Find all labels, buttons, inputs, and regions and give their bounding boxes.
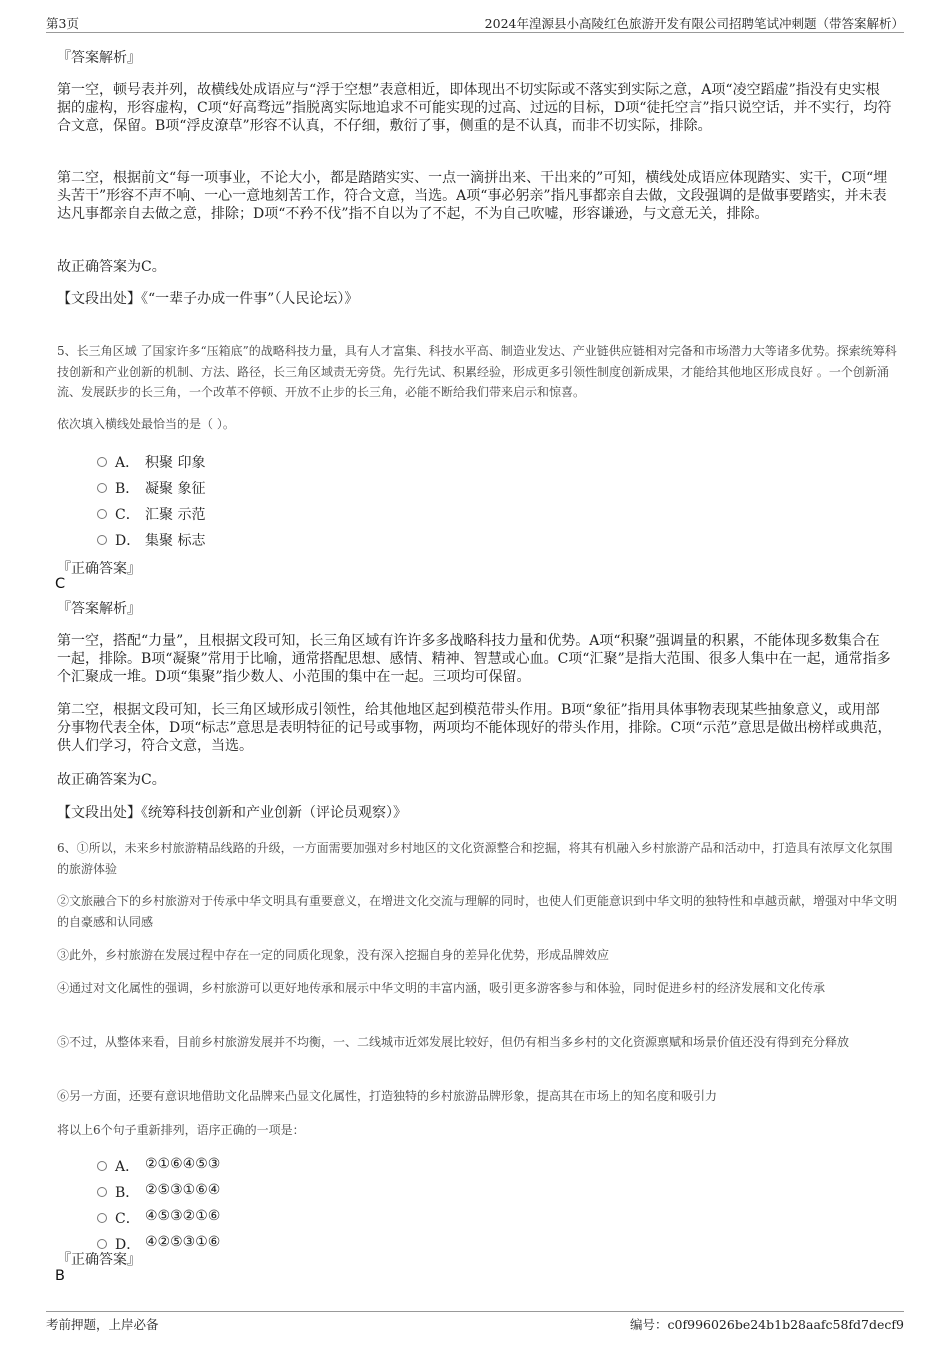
option-text: 集聚 标志: [145, 533, 206, 549]
q5-source: 【文段出处】《统筹科技创新和产业创新（评论员观察）》: [57, 805, 407, 821]
option-text: 汇聚 示范: [145, 507, 206, 523]
q6-stem: 6、①所以，未来乡村旅游精品线路的升级，一方面需要加强对乡村地区的文化资源整合和挖掘，将其有机融入乡村旅游产品和活动中，打造具有浓厚文化氛围的旅游体验: [57, 841, 893, 876]
option-letter: C．: [115, 1211, 140, 1227]
radio-icon[interactable]: [97, 1187, 107, 1197]
option-text: ④⑤③②①⑥: [145, 1208, 221, 1224]
radio-icon[interactable]: [97, 535, 107, 545]
q5-analysis-paragraph-2: 第二空，根据文段可知，长三角区域形成引领性，给其他地区起到模范带头作用。B项“象征”指用具体事物表现某些抽象意义，或用部分事物代表全体，D项“标志”意思是表明特征的记号或事物，两项均不能体现好的带头作用，排除。C项“示范”意思是做出榜样或典范，供人们学习，符合文意，当选。: [57, 702, 892, 754]
option-letter: D．: [115, 533, 141, 549]
option-text: ②⑤③①⑥④: [145, 1182, 221, 1198]
page-footer: [46, 1311, 904, 1332]
radio-icon[interactable]: [97, 1213, 107, 1223]
option-text: 凝聚 象征: [145, 481, 206, 497]
q4-analysis-paragraph-1: 第一空，顿号表并列，故横线处成语应与“浮于空想”表意相近，即体现出不切实际或不落实到实际之意，A项“凌空蹈虚”指没有史实根据的虚构，形容虚构，C项“好高骛远”指脱离实际地追求不可能实现的过高、过远的目标，D项“徒托空言”指只说空话，并不实行，均符合文意，保留。B项“浮皮潦草”形容不认真，不仔细，敷衍了事，侧重的是不认真，而非不切实际，排除。: [57, 82, 892, 134]
radio-icon[interactable]: [97, 1161, 107, 1171]
q6-sentence-6: ⑥另一方面，还要有意识地借助文化品牌来凸显文化属性，打造独特的乡村旅游品牌形象，提高其在市场上的知名度和吸引力: [57, 1089, 718, 1103]
q5-answer: C: [55, 576, 66, 592]
q5-answer-label: 『正确答案』: [57, 561, 141, 577]
q6-sentence-4: ④通过对文化属性的强调，乡村旅游可以更好地传承和展示中华文明的丰富内涵，吸引更多游客参与和体验，同时促进乡村的经济发展和文化传承: [57, 981, 826, 995]
document-title: 2024年湟源县小高陵红色旅游开发有限公司招聘笔试冲刺题（带答案解析）: [484, 16, 904, 31]
footer-slogan: 考前押题，上岸必备: [46, 1317, 159, 1332]
q6-sentence-2: ②文旅融合下的乡村旅游对于传承中华文明具有重要意义，在增进文化交流与理解的同时，也使人们更能意识到中华文明的独特性和卓越贡献，增强对中华文明的自豪感和认同感: [57, 894, 898, 929]
option-text: 积聚 印象: [145, 455, 206, 471]
q6-sentence-5: ⑤不过，从整体来看，目前乡村旅游发展并不均衡，一、二线城市近郊发展比较好，但仍有相当多乡村的文化资源禀赋和场景价值还没有得到充分释放: [57, 1035, 850, 1049]
q4-source: 【文段出处】《“一辈子办成一件事”（人民论坛）》: [57, 291, 359, 307]
option-letter: A．: [115, 1159, 140, 1175]
q6-prompt: 将以上6个句子重新排列，语序正确的一项是：: [57, 1123, 305, 1137]
q5-analysis-paragraph-1: 第一空，搭配“力量”，且根据文段可知，长三角区域有许许多多战略科技力量和优势。A项“积聚”强调量的积累，不能体现多数集合在一起，排除。B项“凝聚”常用于比喻，通常搭配思想、感情、精神、智慧或心血。C项“汇聚”是指大范围、很多人集中在一起，通常指多个汇聚成一堆。D项“集聚”指少数人、小范围的集中在一起。三项均可保留。: [57, 633, 891, 685]
radio-icon[interactable]: [97, 1239, 107, 1249]
q6-sentence-3: ③此外，乡村旅游在发展过程中存在一定的同质化现象，没有深入挖掘自身的差异化优势，形成品牌效应: [57, 948, 610, 962]
option-letter: B．: [115, 481, 140, 497]
q6-answer-label: 『正确答案』: [57, 1252, 141, 1268]
radio-icon[interactable]: [97, 457, 107, 467]
page-header: [46, 14, 904, 33]
option-letter: A．: [115, 455, 140, 471]
document-id: 编号：c0f996026be24b1b28aafc58fd7decf9: [630, 1317, 904, 1332]
option-letter: B．: [115, 1185, 140, 1201]
q4-conclusion: 故正确答案为C。: [57, 259, 166, 275]
radio-icon[interactable]: [97, 509, 107, 519]
radio-icon[interactable]: [97, 483, 107, 493]
option-letter: D．: [115, 1237, 141, 1253]
q5-stem: 5、长三角区域 了国家许多“压箱底”的战略科技力量，具有人才富集、科技水平高、制造业发达、产业链供应链相对完备和市场潜力大等诸多优势。探索统筹科技创新和产业创新的机制、方法、路径，长三角区域责无旁贷。先行先试、积累经验，形成更多引领性制度创新成果，才能给其他地区形成良好 。一个创新涌流、发展跃步的长三角，一个改革不停顿、开放不止步的长三角，必能不断给我们带来启示和惊喜。: [57, 344, 897, 399]
option-letter: C．: [115, 507, 140, 523]
q4-analysis-paragraph-2: 第二空，根据前文“每一项事业，不论大小，都是踏踏实实、一点一滴拼出来、干出来的”可知，横线处成语应体现踏实、实干，C项“埋头苦干”形容不声不响、一心一意地刻苦工作，符合文意，当选。A项“事必躬亲”指凡事都亲自去做，文段强调的是做事要踏实，并未表达凡事都亲自去做之意，排除；D项“不矜不伐”指不自以为了不起，不为自己吹嘘，形容谦逊，与文意无关，排除。: [57, 170, 888, 222]
q4-analysis-label: 『答案解析』: [57, 50, 141, 66]
option-text: ②①⑥④⑤③: [145, 1156, 221, 1172]
q5-analysis-label: 『答案解析』: [57, 601, 141, 617]
q5-prompt: 依次填入横线处最恰当的是（ ）。: [57, 417, 235, 431]
q5-conclusion: 故正确答案为C。: [57, 772, 166, 788]
q6-answer: B: [55, 1268, 65, 1284]
option-text: ④②⑤③①⑥: [145, 1234, 221, 1250]
page-number: 第3页: [46, 16, 79, 31]
